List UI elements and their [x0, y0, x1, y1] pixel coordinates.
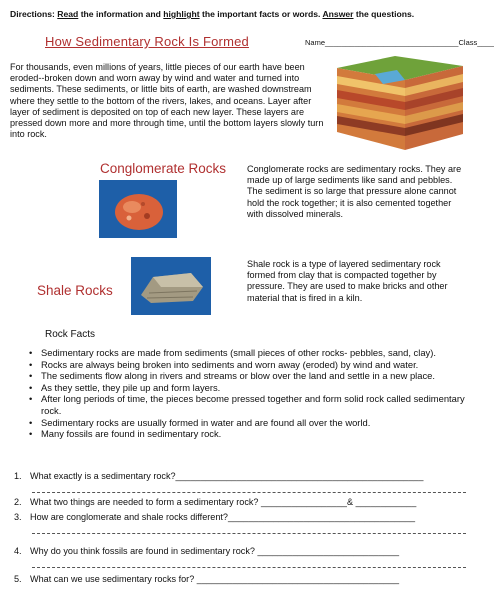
directions-read: Read — [57, 9, 79, 19]
directions-answer: Answer — [322, 9, 354, 19]
list-item: • Rocks are always being broken into sediments and worn away (eroded) by wind and water. — [29, 358, 419, 370]
rock-facts-list — [14, 347, 466, 440]
rock-layers-illustration — [335, 54, 465, 154]
conglomerate-heading: Conglomerate Rocks — [100, 161, 227, 176]
page-title: How Sedimentary Rock Is Formed — [45, 34, 249, 49]
bullet-icon: • — [29, 381, 33, 393]
conglomerate-text: Conglomerate rocks are sedimentary rocks. They are made up of large sediments like sand and pebbles. The sediment is so large that pressure alone cannot hold the rock together; it is also cemented together with dissolved minerals. — [247, 164, 462, 219]
answer-line-4[interactable] — [32, 557, 466, 568]
conglomerate-rock-icon — [99, 180, 177, 238]
list-item: • Many fossils are found in sedimentary rock. — [29, 428, 222, 440]
question-1[interactable]: 1. What exactly is a sedimentary rock?_________________________________________________ — [14, 471, 424, 481]
directions-text-2: the important facts or words. — [201, 9, 321, 19]
directions-highlight: highlight — [163, 9, 200, 19]
list-item: • After long periods of time, the pieces become pressed together and form solid rock called sedimentary rock. — [29, 393, 465, 416]
directions-label: Directions: — [10, 9, 55, 19]
list-item: • The sediments flow along in rivers and streams or blow over the land and settle in a new place. — [29, 370, 435, 382]
bullet-icon: • — [29, 347, 33, 358]
answer-line-1[interactable] — [32, 482, 466, 493]
bullet-icon: • — [29, 358, 33, 370]
shale-rock-icon — [131, 257, 211, 315]
question-3[interactable]: 3. How are conglomerate and shale rocks different?_____________________________________ — [14, 512, 416, 522]
name-class-line[interactable]: Name________________________________Class____ — [305, 38, 494, 47]
rock-facts-heading: Rock Facts — [45, 329, 96, 340]
answer-line-3[interactable] — [32, 523, 466, 534]
bullet-icon: • — [29, 370, 33, 382]
bullet-icon: • — [29, 428, 33, 440]
directions-text-3: the questions. — [355, 9, 415, 19]
intro-paragraph: For thousands, even millions of years, little pieces of our earth have been eroded--broken down and worn away by wind and water and turned into sediments. These sediments, or little bits of earth, are washed downstream where they settle to the bottom of the rivers, lakes, and oceans. Layer after layer of sediment is deposited on top of each new layer. These layers are pressed down more and more through time, until the bottom layers slowly turn into rock. — [10, 62, 324, 140]
list-item: • As they settle, they pile up and form layers. — [29, 381, 221, 393]
list-item: • Sedimentary rocks are made from sediments (small pieces of other rocks- pebbles, sand, clay). — [29, 347, 436, 358]
directions-text-1: the information and — [80, 9, 161, 19]
list-item: • Sedimentary rocks are usually formed in water and are found all over the world. — [29, 416, 371, 428]
question-2[interactable]: 2. What two things are needed to form a sedimentary rock? _________________& ____________ — [14, 497, 417, 507]
shale-text: Shale rock is a type of layered sedimentary rock formed from clay that is compacted together by pressure. They are used to make bricks and other material that is fired in a kiln. — [247, 259, 448, 303]
questions — [14, 471, 466, 585]
bullet-icon: • — [29, 416, 33, 428]
bullet-icon: • — [29, 393, 33, 405]
directions — [10, 9, 414, 19]
conglomerate-rock-image — [99, 180, 177, 238]
question-5[interactable]: 5. What can we use sedimentary rocks for? ________________________________________ — [14, 574, 400, 584]
shale-heading: Shale Rocks — [37, 283, 113, 298]
question-4[interactable]: 4. Why do you think fossils are found in sedimentary rock? ____________________________ — [14, 546, 400, 556]
shale-rock-image — [131, 257, 211, 315]
